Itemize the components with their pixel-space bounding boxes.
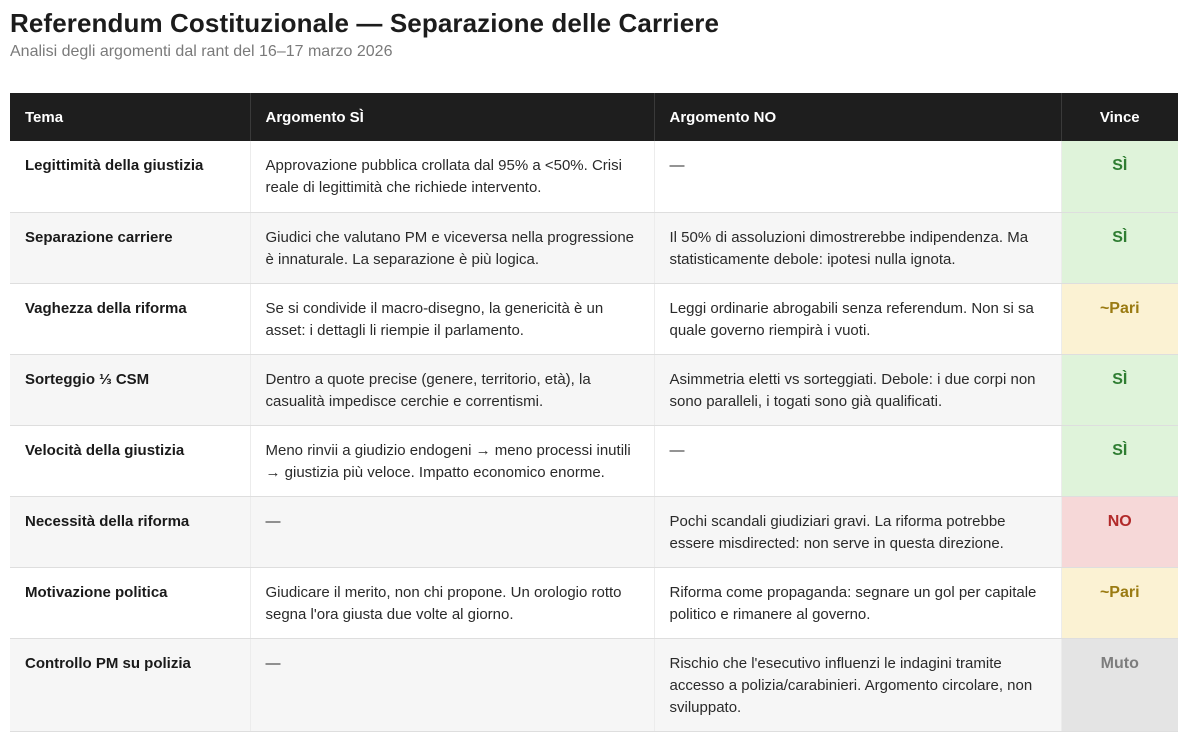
table-body <box>10 141 1178 731</box>
verdict-badge: SÌ <box>1061 212 1178 283</box>
cell-argomento-si: Dentro a quote precise (genere, territorio, età), la casualità impedisce cerchie e correntismi. <box>250 354 654 425</box>
cell-tema: Velocità della giustizia <box>10 425 250 496</box>
header-row <box>10 93 1178 141</box>
cell-argomento-no: Leggi ordinarie abrogabili senza referendum. Non si sa quale governo riempirà i vuoti. <box>654 283 1061 354</box>
column-header-tema: Tema <box>10 93 250 141</box>
cell-argomento-si: Approvazione pubblica crollata dal 95% a <50%. Crisi reale di legittimità che richiede intervento. <box>250 141 654 212</box>
cell-argomento-si: — <box>250 638 654 731</box>
cell-argomento-no: Pochi scandali giudiziari gravi. La riforma potrebbe essere misdirected: non serve in questa direzione. <box>654 496 1061 567</box>
cell-argomento-si: Se si condivide il macro-disegno, la genericità è un asset: i dettagli li riempie il parlamento. <box>250 283 654 354</box>
cell-tema: Vaghezza della riforma <box>10 283 250 354</box>
table-row <box>10 212 1178 283</box>
verdict-badge: Muto <box>1061 638 1178 731</box>
arguments-table <box>10 93 1178 732</box>
table-row <box>10 283 1178 354</box>
verdict-badge: SÌ <box>1061 425 1178 496</box>
cell-tema: Separazione carriere <box>10 212 250 283</box>
verdict-badge: SÌ <box>1061 354 1178 425</box>
cell-argomento-no: Rischio che l'esecutivo influenzi le indagini tramite accesso a polizia/carabinieri. Argomento circolare, non sviluppato. <box>654 638 1061 731</box>
table-row <box>10 425 1178 496</box>
cell-argomento-si: Giudicare il merito, non chi propone. Un orologio rotto segna l'ora giusta due volte al giorno. <box>250 567 654 638</box>
table-row <box>10 354 1178 425</box>
verdict-badge: SÌ <box>1061 141 1178 212</box>
cell-argomento-no: — <box>654 141 1061 212</box>
cell-argomento-si: Meno rinvii a giudizio endogeni → meno processi inutili → giustizia più veloce. Impatto economico enorme. <box>250 425 654 496</box>
table-header <box>10 93 1178 141</box>
verdict-badge: ~Pari <box>1061 283 1178 354</box>
page-title: Referendum Costituzionale — Separazione delle Carriere <box>10 8 720 38</box>
cell-argomento-no: — <box>654 425 1061 496</box>
column-header-vince: Vince <box>1061 93 1178 141</box>
cell-argomento-no: Il 50% di assoluzioni dimostrerebbe indipendenza. Ma statisticamente debole: ipotesi nulla ignota. <box>654 212 1061 283</box>
cell-argomento-no: Riforma come propaganda: segnare un gol per capitale politico e rimanere al governo. <box>654 567 1061 638</box>
cell-argomento-no: Asimmetria eletti vs sorteggiati. Debole: i due corpi non sono paralleli, i togati sono già qualificati. <box>654 354 1061 425</box>
verdict-badge: ~Pari <box>1061 567 1178 638</box>
column-header-argomento-si: Argomento SÌ <box>250 93 654 141</box>
table-row <box>10 496 1178 567</box>
cell-tema: Necessità della riforma <box>10 496 250 567</box>
cell-tema: Motivazione politica <box>10 567 250 638</box>
verdict-badge: NO <box>1061 496 1178 567</box>
table-row <box>10 567 1178 638</box>
table-row <box>10 638 1178 731</box>
cell-tema: Legittimità della giustizia <box>10 141 250 212</box>
table-row <box>10 141 1178 212</box>
cell-tema: Controllo PM su polizia <box>10 638 250 731</box>
page-subtitle: Analisi degli argomenti dal rant del 16–17 marzo 2026 <box>10 43 393 60</box>
cell-tema: Sorteggio ⅓ CSM <box>10 354 250 425</box>
cell-argomento-si: Giudici che valutano PM e viceversa nella progressione è innaturale. La separazione è più logica. <box>250 212 654 283</box>
cell-argomento-si: — <box>250 496 654 567</box>
column-header-argomento-no: Argomento NO <box>654 93 1061 141</box>
